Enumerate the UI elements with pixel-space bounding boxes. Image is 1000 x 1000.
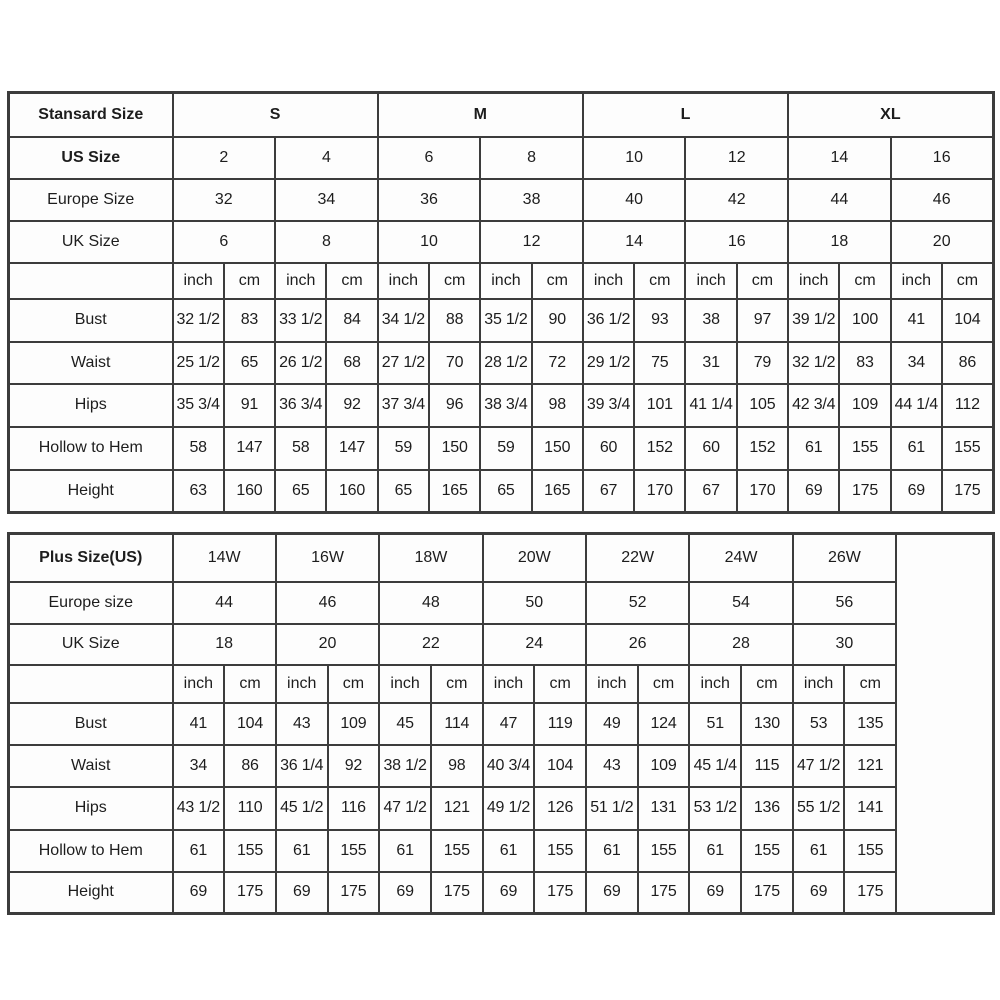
measure-value-cell: 38 1/2 <box>379 745 431 787</box>
table-row <box>9 745 994 787</box>
unit-cell: inch <box>378 263 429 299</box>
table-row <box>9 179 994 221</box>
measure-value-cell: 160 <box>224 470 275 513</box>
unit-cell: inch <box>788 263 839 299</box>
size-value-cell: 2 <box>173 137 276 179</box>
measure-row-label: Height <box>9 872 173 914</box>
table-row <box>9 263 994 299</box>
measure-value-cell: 98 <box>532 384 583 427</box>
size-value-cell: 16 <box>685 221 788 263</box>
size-value-cell: 22 <box>379 624 482 665</box>
table-row <box>9 665 994 703</box>
measure-value-cell: 68 <box>326 342 377 384</box>
size-value-cell: 56 <box>793 582 896 624</box>
measure-value-cell: 104 <box>534 745 586 787</box>
measure-value-cell: 155 <box>328 830 380 872</box>
measure-value-cell: 100 <box>839 299 890 342</box>
measure-value-cell: 63 <box>173 470 224 513</box>
measure-value-cell: 55 1/2 <box>793 787 845 830</box>
measure-value-cell: 91 <box>224 384 275 427</box>
table-row <box>9 582 994 624</box>
size-value-cell: 48 <box>379 582 482 624</box>
measure-value-cell: 121 <box>844 745 896 787</box>
unit-cell: cm <box>326 263 377 299</box>
measure-row-label: Hollow to Hem <box>9 427 173 470</box>
measure-value-cell: 65 <box>378 470 429 513</box>
standard-size-table <box>7 91 995 514</box>
measure-value-cell: 98 <box>431 745 483 787</box>
unit-cell: cm <box>634 263 685 299</box>
measure-value-cell: 155 <box>741 830 793 872</box>
size-row-label: Europe size <box>9 582 173 624</box>
size-value-cell: 40 <box>583 179 686 221</box>
table-row <box>9 534 994 582</box>
measure-value-cell: 61 <box>793 830 845 872</box>
table-row <box>9 787 994 830</box>
unit-cell: inch <box>276 665 328 703</box>
measure-value-cell: 35 3/4 <box>173 384 224 427</box>
table-row <box>9 470 994 513</box>
table-row <box>9 221 994 263</box>
measure-value-cell: 175 <box>839 470 890 513</box>
measure-value-cell: 34 <box>891 342 942 384</box>
measure-value-cell: 36 1/4 <box>276 745 328 787</box>
measure-value-cell: 41 <box>891 299 942 342</box>
measure-row-label: Hips <box>9 787 173 830</box>
size-value-cell: 12 <box>685 137 788 179</box>
measure-value-cell: 38 <box>685 299 736 342</box>
measure-value-cell: 61 <box>379 830 431 872</box>
unit-cell: cm <box>737 263 788 299</box>
plus-size-table <box>7 532 995 915</box>
measure-value-cell: 59 <box>480 427 531 470</box>
size-value-cell: 20 <box>276 624 379 665</box>
measure-value-cell: 155 <box>942 427 993 470</box>
measure-value-cell: 61 <box>173 830 225 872</box>
measure-value-cell: 131 <box>638 787 690 830</box>
measure-value-cell: 25 1/2 <box>173 342 224 384</box>
unit-cell: inch <box>891 263 942 299</box>
measure-value-cell: 155 <box>431 830 483 872</box>
size-group-cell: 22W <box>586 534 689 582</box>
measure-value-cell: 96 <box>429 384 480 427</box>
measure-value-cell: 29 1/2 <box>583 342 634 384</box>
measure-value-cell: 175 <box>431 872 483 914</box>
unit-cell: inch <box>689 665 741 703</box>
unit-cell: inch <box>173 665 225 703</box>
size-value-cell: 46 <box>276 582 379 624</box>
measure-value-cell: 65 <box>480 470 531 513</box>
measure-value-cell: 104 <box>224 703 276 745</box>
unit-cell: inch <box>173 263 224 299</box>
measure-value-cell: 67 <box>583 470 634 513</box>
measure-value-cell: 84 <box>326 299 377 342</box>
measure-value-cell: 170 <box>634 470 685 513</box>
unit-cell: cm <box>534 665 586 703</box>
measure-value-cell: 49 1/2 <box>483 787 535 830</box>
size-value-cell: 26 <box>586 624 689 665</box>
measure-value-cell: 175 <box>844 872 896 914</box>
measure-value-cell: 147 <box>224 427 275 470</box>
measure-value-cell: 58 <box>275 427 326 470</box>
size-value-cell: 8 <box>480 137 583 179</box>
size-value-cell: 46 <box>891 179 994 221</box>
measure-value-cell: 152 <box>737 427 788 470</box>
measure-value-cell: 41 1/4 <box>685 384 736 427</box>
measure-value-cell: 53 <box>793 703 845 745</box>
measure-value-cell: 109 <box>638 745 690 787</box>
measure-row-label: Height <box>9 470 173 513</box>
measure-value-cell: 155 <box>534 830 586 872</box>
size-value-cell: 28 <box>689 624 792 665</box>
measure-value-cell: 69 <box>173 872 225 914</box>
size-group-cell: 20W <box>483 534 586 582</box>
measure-value-cell: 51 1/2 <box>586 787 638 830</box>
measure-value-cell: 155 <box>638 830 690 872</box>
size-value-cell: 10 <box>583 137 686 179</box>
unit-row-spacer <box>9 665 173 703</box>
unit-cell: inch <box>586 665 638 703</box>
measure-value-cell: 130 <box>741 703 793 745</box>
measure-value-cell: 43 <box>276 703 328 745</box>
size-value-cell: 34 <box>275 179 378 221</box>
unit-cell: inch <box>685 263 736 299</box>
size-row-label: UK Size <box>9 221 173 263</box>
measure-value-cell: 92 <box>328 745 380 787</box>
measure-value-cell: 36 1/2 <box>583 299 634 342</box>
unit-cell: cm <box>741 665 793 703</box>
measure-value-cell: 165 <box>429 470 480 513</box>
measure-value-cell: 152 <box>634 427 685 470</box>
size-group-cell: 16W <box>276 534 379 582</box>
size-value-cell: 38 <box>480 179 583 221</box>
size-row-label: Europe Size <box>9 179 173 221</box>
measure-value-cell: 61 <box>276 830 328 872</box>
measure-row-label: Hollow to Hem <box>9 830 173 872</box>
measure-value-cell: 155 <box>839 427 890 470</box>
measure-value-cell: 43 <box>586 745 638 787</box>
measure-value-cell: 69 <box>483 872 535 914</box>
measure-value-cell: 26 1/2 <box>275 342 326 384</box>
measure-value-cell: 53 1/2 <box>689 787 741 830</box>
measure-value-cell: 101 <box>634 384 685 427</box>
table-row <box>9 342 994 384</box>
measure-value-cell: 79 <box>737 342 788 384</box>
measure-value-cell: 147 <box>326 427 377 470</box>
size-value-cell: 54 <box>689 582 792 624</box>
measure-value-cell: 69 <box>891 470 942 513</box>
measure-value-cell: 119 <box>534 703 586 745</box>
measure-value-cell: 45 1/4 <box>689 745 741 787</box>
measure-value-cell: 40 3/4 <box>483 745 535 787</box>
measure-value-cell: 61 <box>483 830 535 872</box>
measure-value-cell: 141 <box>844 787 896 830</box>
unit-cell: cm <box>431 665 483 703</box>
size-value-cell: 4 <box>275 137 378 179</box>
measure-value-cell: 32 1/2 <box>173 299 224 342</box>
measure-value-cell: 88 <box>429 299 480 342</box>
corner-label-cell: Stansard Size <box>9 93 173 137</box>
unit-cell: inch <box>379 665 431 703</box>
measure-value-cell: 43 1/2 <box>173 787 225 830</box>
measure-row-label: Waist <box>9 342 173 384</box>
unit-cell: inch <box>583 263 634 299</box>
measure-value-cell: 75 <box>634 342 685 384</box>
measure-value-cell: 160 <box>326 470 377 513</box>
measure-value-cell: 105 <box>737 384 788 427</box>
table-row <box>9 427 994 470</box>
measure-value-cell: 109 <box>839 384 890 427</box>
measure-value-cell: 44 1/4 <box>891 384 942 427</box>
size-row-label: US Size <box>9 137 173 179</box>
table-row <box>9 872 994 914</box>
measure-value-cell: 97 <box>737 299 788 342</box>
size-value-cell: 24 <box>483 624 586 665</box>
size-value-cell: 8 <box>275 221 378 263</box>
measure-value-cell: 35 1/2 <box>480 299 531 342</box>
measure-value-cell: 58 <box>173 427 224 470</box>
measure-value-cell: 150 <box>429 427 480 470</box>
size-group-cell: S <box>173 93 378 137</box>
measure-value-cell: 45 <box>379 703 431 745</box>
table-row <box>9 830 994 872</box>
measure-value-cell: 115 <box>741 745 793 787</box>
measure-value-cell: 175 <box>224 872 276 914</box>
size-group-cell: M <box>378 93 583 137</box>
measure-value-cell: 61 <box>689 830 741 872</box>
measure-value-cell: 136 <box>741 787 793 830</box>
measure-value-cell: 69 <box>586 872 638 914</box>
size-value-cell: 30 <box>793 624 896 665</box>
size-value-cell: 50 <box>483 582 586 624</box>
unit-cell: inch <box>480 263 531 299</box>
unit-cell: cm <box>224 263 275 299</box>
size-value-cell: 14 <box>788 137 891 179</box>
measure-value-cell: 69 <box>689 872 741 914</box>
measure-row-label: Bust <box>9 703 173 745</box>
measure-value-cell: 38 3/4 <box>480 384 531 427</box>
measure-value-cell: 47 <box>483 703 535 745</box>
size-value-cell: 44 <box>788 179 891 221</box>
measure-value-cell: 114 <box>431 703 483 745</box>
measure-value-cell: 83 <box>839 342 890 384</box>
measure-value-cell: 60 <box>685 427 736 470</box>
measure-row-label: Waist <box>9 745 173 787</box>
size-value-cell: 52 <box>586 582 689 624</box>
measure-value-cell: 86 <box>224 745 276 787</box>
table-row <box>9 624 994 665</box>
size-group-cell: 18W <box>379 534 482 582</box>
size-value-cell: 16 <box>891 137 994 179</box>
measure-value-cell: 49 <box>586 703 638 745</box>
unit-cell: inch <box>793 665 845 703</box>
measure-value-cell: 45 1/2 <box>276 787 328 830</box>
unit-cell: cm <box>532 263 583 299</box>
size-group-cell: 14W <box>173 534 276 582</box>
measure-value-cell: 72 <box>532 342 583 384</box>
size-value-cell: 36 <box>378 179 481 221</box>
size-group-cell: 24W <box>689 534 792 582</box>
unit-cell: cm <box>942 263 993 299</box>
unit-cell: cm <box>429 263 480 299</box>
measure-value-cell: 36 3/4 <box>275 384 326 427</box>
unit-cell: cm <box>638 665 690 703</box>
size-value-cell: 14 <box>583 221 686 263</box>
size-value-cell: 18 <box>788 221 891 263</box>
unit-cell: cm <box>839 263 890 299</box>
measure-value-cell: 175 <box>942 470 993 513</box>
measure-value-cell: 170 <box>737 470 788 513</box>
measure-value-cell: 175 <box>638 872 690 914</box>
measure-value-cell: 42 3/4 <box>788 384 839 427</box>
measure-value-cell: 109 <box>328 703 380 745</box>
size-value-cell: 10 <box>378 221 481 263</box>
measure-value-cell: 65 <box>275 470 326 513</box>
measure-value-cell: 135 <box>844 703 896 745</box>
table-row <box>9 137 994 179</box>
measure-value-cell: 155 <box>844 830 896 872</box>
measure-value-cell: 121 <box>431 787 483 830</box>
size-value-cell: 6 <box>378 137 481 179</box>
measure-value-cell: 61 <box>788 427 839 470</box>
measure-value-cell: 112 <box>942 384 993 427</box>
table-row <box>9 703 994 745</box>
measure-value-cell: 31 <box>685 342 736 384</box>
measure-value-cell: 59 <box>378 427 429 470</box>
unit-cell: cm <box>328 665 380 703</box>
measure-value-cell: 175 <box>328 872 380 914</box>
measure-value-cell: 67 <box>685 470 736 513</box>
measure-value-cell: 69 <box>788 470 839 513</box>
size-group-cell: L <box>583 93 788 137</box>
measure-value-cell: 69 <box>793 872 845 914</box>
unit-cell: cm <box>224 665 276 703</box>
size-value-cell: 42 <box>685 179 788 221</box>
size-group-cell: XL <box>788 93 993 137</box>
measure-value-cell: 47 1/2 <box>793 745 845 787</box>
measure-value-cell: 34 1/2 <box>378 299 429 342</box>
table-row <box>9 299 994 342</box>
measure-value-cell: 39 3/4 <box>583 384 634 427</box>
measure-value-cell: 116 <box>328 787 380 830</box>
measure-value-cell: 34 <box>173 745 225 787</box>
measure-value-cell: 104 <box>942 299 993 342</box>
size-value-cell: 6 <box>173 221 276 263</box>
measure-value-cell: 60 <box>583 427 634 470</box>
measure-value-cell: 69 <box>379 872 431 914</box>
measure-value-cell: 37 3/4 <box>378 384 429 427</box>
measure-value-cell: 86 <box>942 342 993 384</box>
measure-value-cell: 39 1/2 <box>788 299 839 342</box>
measure-value-cell: 126 <box>534 787 586 830</box>
measure-value-cell: 65 <box>224 342 275 384</box>
measure-value-cell: 175 <box>534 872 586 914</box>
empty-side-cell <box>896 534 993 914</box>
measure-value-cell: 93 <box>634 299 685 342</box>
unit-row-spacer <box>9 263 173 299</box>
size-value-cell: 44 <box>173 582 276 624</box>
corner-label-cell: Plus Size(US) <box>9 534 173 582</box>
unit-cell: inch <box>275 263 326 299</box>
measure-value-cell: 124 <box>638 703 690 745</box>
unit-cell: inch <box>483 665 535 703</box>
measure-value-cell: 175 <box>741 872 793 914</box>
measure-value-cell: 155 <box>224 830 276 872</box>
measure-value-cell: 70 <box>429 342 480 384</box>
measure-row-label: Hips <box>9 384 173 427</box>
size-value-cell: 32 <box>173 179 276 221</box>
table-row <box>9 384 994 427</box>
table-row <box>9 93 994 137</box>
size-row-label: UK Size <box>9 624 173 665</box>
measure-row-label: Bust <box>9 299 173 342</box>
measure-value-cell: 51 <box>689 703 741 745</box>
measure-value-cell: 61 <box>891 427 942 470</box>
size-value-cell: 18 <box>173 624 276 665</box>
unit-cell: cm <box>844 665 896 703</box>
measure-value-cell: 90 <box>532 299 583 342</box>
size-value-cell: 12 <box>480 221 583 263</box>
measure-value-cell: 69 <box>276 872 328 914</box>
measure-value-cell: 41 <box>173 703 225 745</box>
measure-value-cell: 165 <box>532 470 583 513</box>
measure-value-cell: 27 1/2 <box>378 342 429 384</box>
measure-value-cell: 33 1/2 <box>275 299 326 342</box>
measure-value-cell: 110 <box>224 787 276 830</box>
measure-value-cell: 61 <box>586 830 638 872</box>
size-group-cell: 26W <box>793 534 896 582</box>
measure-value-cell: 83 <box>224 299 275 342</box>
measure-value-cell: 28 1/2 <box>480 342 531 384</box>
measure-value-cell: 150 <box>532 427 583 470</box>
size-value-cell: 20 <box>891 221 994 263</box>
measure-value-cell: 32 1/2 <box>788 342 839 384</box>
measure-value-cell: 92 <box>326 384 377 427</box>
measure-value-cell: 47 1/2 <box>379 787 431 830</box>
